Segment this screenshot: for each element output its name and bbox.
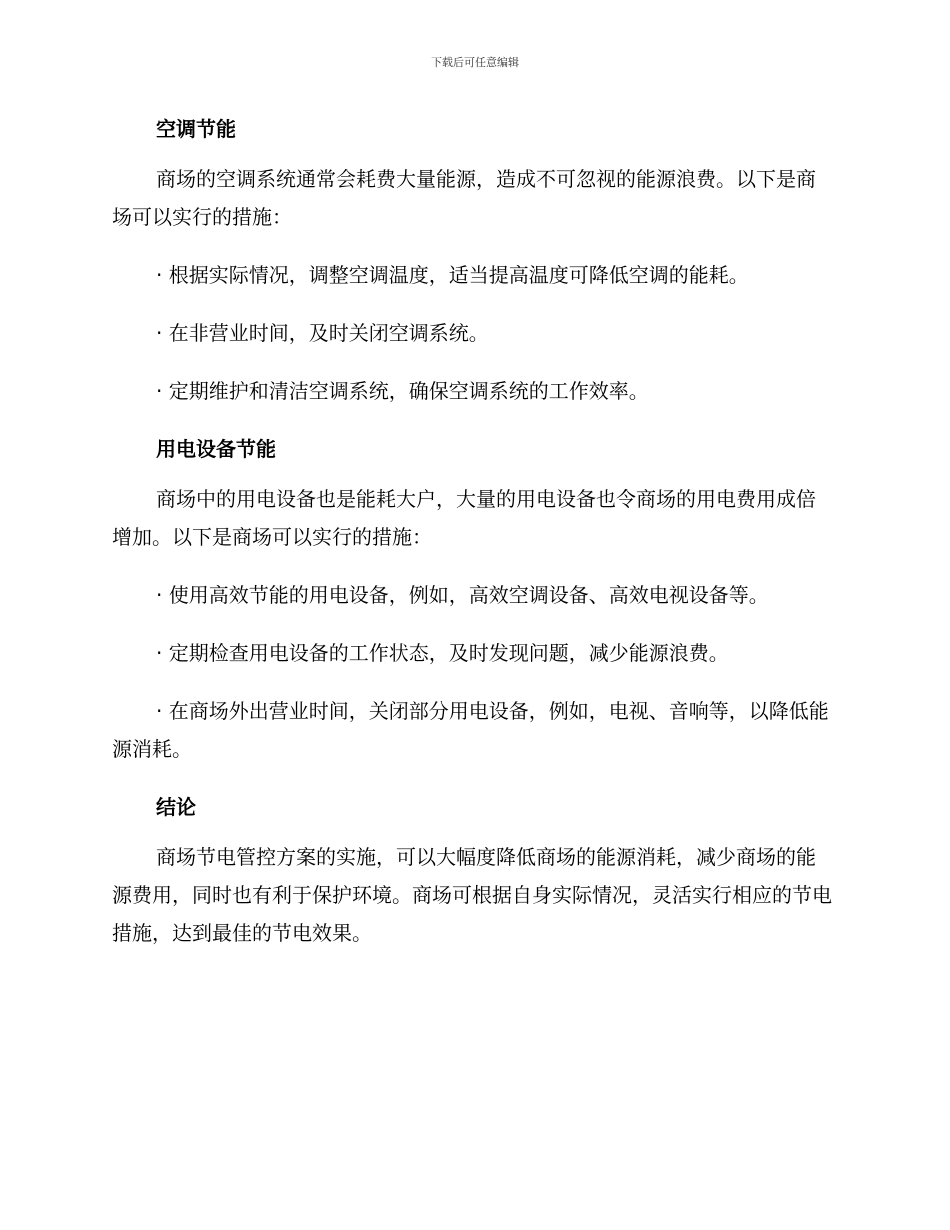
bullet-item: · 定期检查用电设备的工作状态，及时发现问题，减少能源浪费。 [156,641,729,665]
bullet-item: · 定期维护和清洁空调系统，确保空调系统的工作效率。 [156,379,649,403]
section-heading-ac: 空调节能 [156,117,236,141]
section-intro-conclusion: 商场节电管控方案的实施，可以大幅度降低商场的能源消耗，减少商场的能源费用，同时也有利于保护环境。商场可根据自身实际情况，灵活实行相应的节电措施，达到最佳的节电效果。 [112,845,832,945]
section-intro-equipment: 商场中的用电设备也是能耗大户，大量的用电设备也令商场的用电费用成倍增加。以下是商场可以实行的措施： [112,487,816,549]
section-heading-equipment: 用电设备节能 [156,437,276,461]
page-header-note: 下载后可任意编辑 [431,56,519,69]
section-heading-conclusion: 结论 [156,795,196,819]
bullet-item: · 使用高效节能的用电设备，例如，高效空调设备、高效电视设备等。 [156,583,769,607]
bullet-item: · 在非营业时间，及时关闭空调系统。 [156,321,489,345]
bullet-item: · 在商场外出营业时间，关闭部分用电设备，例如，电视、音响等，以降低能源消耗。 [112,699,829,761]
bullet-item: · 根据实际情况，调整空调温度，适当提高温度可降低空调的能耗。 [156,263,749,287]
section-intro-ac: 商场的空调系统通常会耗费大量能源，造成不可忽视的能源浪费。以下是商场可以实行的措施： [112,167,816,229]
document-body [112,110,832,972]
